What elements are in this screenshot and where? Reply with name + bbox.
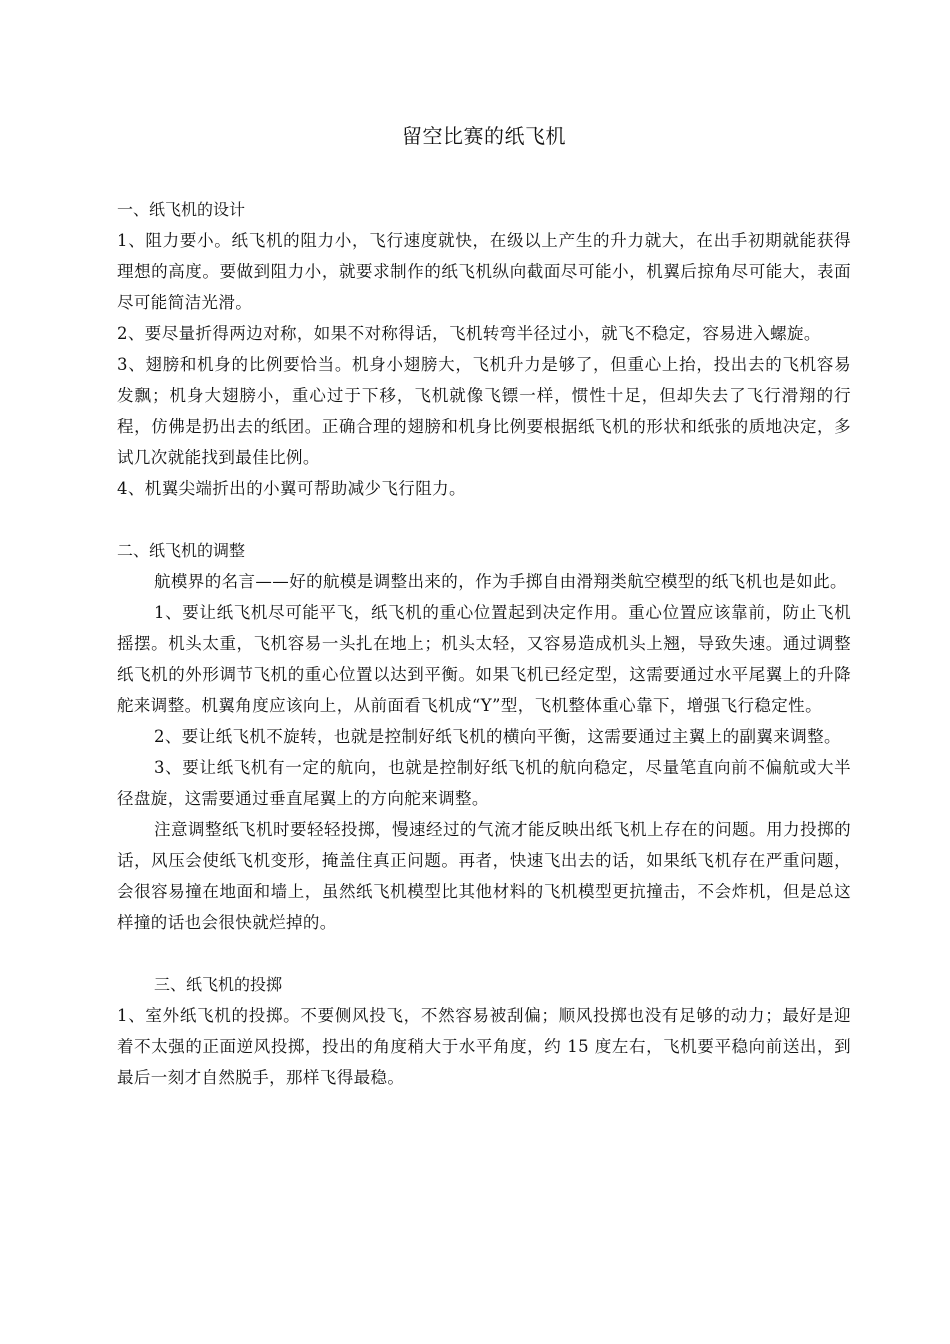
section-throwing [117,969,851,1093]
paragraph: 航模界的名言——好的航模是调整出来的，作为手掷自由滑翔类航空模型的纸飞机也是如此。 [154,572,847,591]
section-heading: 三、纸飞机的投掷 [154,975,283,994]
paragraph: 4、机翼尖端折出的小翼可帮助减少飞行阻力。 [117,479,466,498]
section-design [117,194,851,504]
paragraph: 3、要让纸飞机有一定的航向，也就是控制好纸飞机的航向稳定，尽量笔直向前不偏航或大半径盘旋，这需要通过垂直尾翼上的方向舵来调整。 [117,758,851,808]
paragraph: 注意调整纸飞机时要轻轻投掷，慢速经过的气流才能反映出纸飞机上存在的问题。用力投掷的话，风压会使纸飞机变形，掩盖住真正问题。再者，快速飞出去的话，如果纸飞机存在严重问题，会很容易撞在地面和墙上，虽然纸飞机模型比其他材料的飞机模型更抗撞击，不会炸机，但是总这样撞的话也会很快就烂掉的。 [117,820,851,932]
section-heading: 二、纸飞机的调整 [117,541,246,560]
section-heading: 一、纸飞机的设计 [117,200,246,219]
paragraph: 1、室外纸飞机的投掷。不要侧风投飞，不然容易被刮偏；顺风投掷也没有足够的动力；最好是迎着不太强的正面逆风投掷，投出的角度稍大于水平角度，约 15 度左右，飞机要平稳向前送出，到最后一刻才自然脱手，那样飞得最稳。 [117,1006,851,1087]
document-page [117,118,851,1093]
paragraph: 1、阻力要小。纸飞机的阻力小，飞行速度就快，在级以上产生的升力就大，在出手初期就能获得理想的高度。要做到阻力小，就要求制作的纸飞机纵向截面尽可能小，机翼后掠角尽可能大，表面尽可能简洁光滑。 [117,231,851,312]
document-title: 留空比赛的纸飞机 [402,124,566,148]
paragraph: 2、要尽量折得两边对称，如果不对称得话，飞机转弯半径过小，就飞不稳定，容易进入螺旋。 [117,324,821,343]
paragraph: 3、翅膀和机身的比例要恰当。机身小翅膀大，飞机升力是够了，但重心上抬，投出去的飞机容易发飘；机身大翅膀小，重心过于下移，飞机就像飞镖一样，惯性十足，但却失去了飞行滑翔的行程，仿佛是扔出去的纸团。正确合理的翅膀和机身比例要根据纸飞机的形状和纸张的质地决定，多试几次就能找到最佳比例。 [117,355,851,467]
paragraph: 2、要让纸飞机不旋转，也就是控制好纸飞机的横向平衡，这需要通过主翼上的副翼来调整。 [154,727,841,746]
paragraph: 1、要让纸飞机尽可能平飞，纸飞机的重心位置起到决定作用。重心位置应该靠前，防止飞机摇摆。机头太重，飞机容易一头扎在地上；机头太轻，又容易造成机头上翘，导致失速。通过调整纸飞机的外形调节飞机的重心位置以达到平衡。如果飞机已经定型，这需要通过水平尾翼上的升降舵来调整。机翼角度应该向上，从前面看飞机成“Y”型，飞机整体重心靠下，增强飞行稳定性。 [117,603,851,715]
section-adjustment [117,535,851,938]
